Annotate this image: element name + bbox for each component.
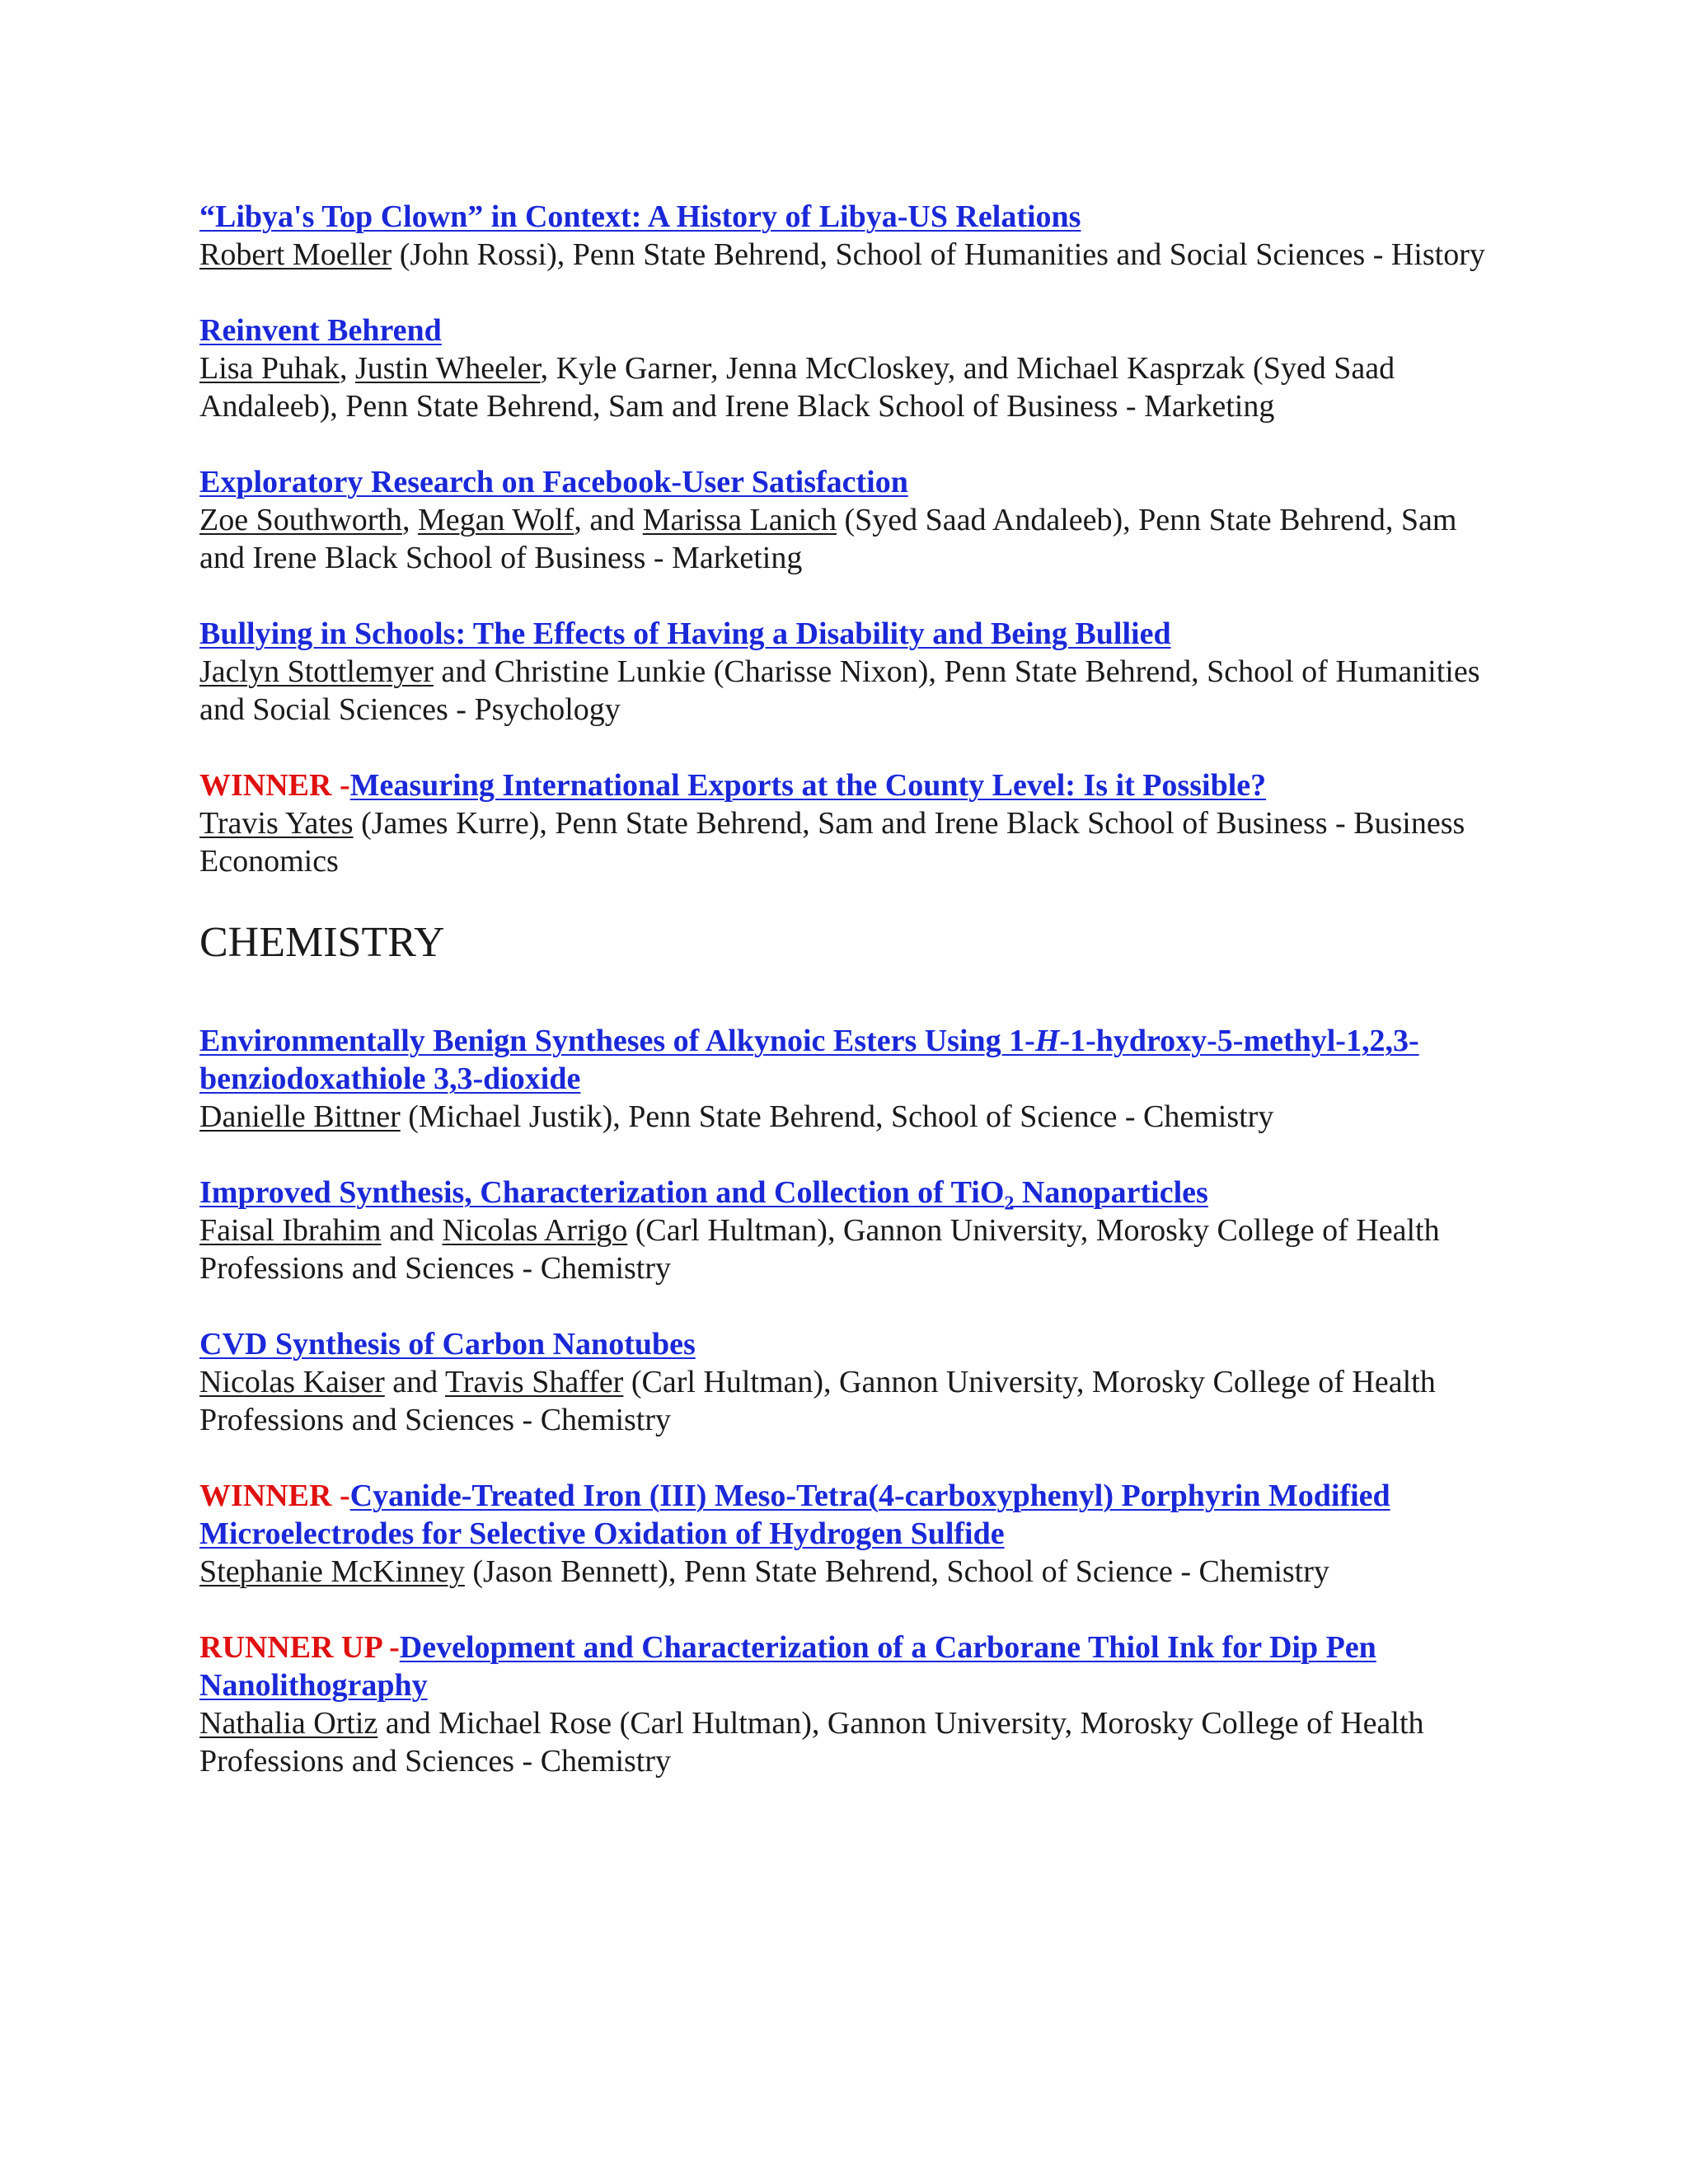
section-heading-chemistry: CHEMISTRY (199, 919, 445, 966)
entry-title (199, 1174, 1485, 1215)
entry-authors (199, 501, 1485, 577)
authors-rest: and Michael Rose (Carl Hultman), Gannon University, Morosky College of Health Professions and Sciences - Chemistry (199, 1706, 1424, 1779)
title-link[interactable]: Reinvent Behrend (199, 313, 442, 348)
entry-reinvent-behrend (199, 312, 1485, 425)
author-link[interactable]: Lisa Puhak (199, 351, 340, 386)
authors-rest: (Jason Bennett), Penn State Behrend, School of Science - Chemistry (464, 1554, 1329, 1589)
author-separator: , (339, 351, 355, 386)
title-link[interactable]: Development and Characterization of a Carborane Thiol Ink for Dip Pen Nanolithography (199, 1630, 1376, 1703)
entry-carbon-nanotubes (199, 1325, 1485, 1439)
title-link[interactable]: Bullying in Schools: The Effects of Having a Disability and Being Bullied (199, 616, 1171, 651)
authors-rest: (Carl Hultman), Gannon University, Morosky College of Health Professions and Sciences - Chemistry (199, 1213, 1440, 1286)
authors-rest: (Syed Saad Andaleeb), Penn State Behrend, Sam and Irene Black School of Business - Marketing (199, 503, 1457, 575)
title-part: -1-hydroxy-5-methyl-1,2,3-benziodoxathiole 3,3-dioxide (199, 1024, 1419, 1096)
author-separator: and (384, 1365, 445, 1399)
entry-title (199, 312, 1485, 349)
entry-title (199, 1325, 1485, 1363)
title-link[interactable]: Measuring International Exports at the County Level: Is it Possible? (349, 768, 1267, 803)
entry-title (199, 463, 1485, 501)
authors-rest: (Carl Hultman), Gannon University, Morosky College of Health Professions and Sciences - Chemistry (199, 1365, 1436, 1437)
title-link[interactable] (199, 1024, 1419, 1096)
author-separator: and (381, 1213, 443, 1248)
author-link[interactable]: Nicolas Arrigo (442, 1213, 628, 1248)
entry-porphyrin-microelectrodes (199, 1477, 1485, 1591)
author-link[interactable]: Justin Wheeler (354, 351, 541, 386)
winner-flag: WINNER - (199, 1479, 350, 1513)
authors-rest: (James Kurre), Penn State Behrend, Sam and Irene Black School of Business - Business Economics (199, 806, 1465, 879)
entry-authors (199, 349, 1485, 425)
author-link[interactable]: Nathalia Ortiz (199, 1706, 378, 1741)
entry-libya (199, 198, 1485, 274)
entry-authors (199, 1704, 1485, 1780)
entry-title (199, 198, 1485, 236)
entry-authors (199, 1212, 1485, 1287)
abstract-list (199, 198, 1485, 1818)
authors-rest: and Christine Lunkie (Charisse Nixon), Penn State Behrend, School of Humanities and Social Sciences - Psychology (199, 654, 1480, 727)
authors-rest: (Michael Justik), Penn State Behrend, School of Science - Chemistry (400, 1099, 1274, 1134)
author-link[interactable]: Travis Yates (199, 806, 354, 841)
authors-rest: , Kyle Garner, Jenna McCloskey, and Michael Kasprzak (Syed Saad Andaleeb), Penn State Behrend, Sam and Irene Black School of Business - Marketing (199, 351, 1395, 424)
title-link[interactable]: CVD Synthesis of Carbon Nanotubes (199, 1327, 696, 1361)
entry-authors (199, 653, 1485, 729)
entry-carborane-ink (199, 1629, 1485, 1780)
title-link[interactable]: “Libya's Top Clown” in Context: A History of Libya-US Relations (199, 199, 1081, 234)
author-link[interactable]: Jaclyn Stottlemyer (199, 654, 434, 689)
authors-rest: (John Rossi), Penn State Behrend, School of Humanities and Social Sciences - History (392, 237, 1485, 272)
title-part: Improved Synthesis, Characterization and Collection of TiO (199, 1175, 1005, 1210)
winner-flag: WINNER - (199, 768, 350, 803)
title-part: Nanoparticles (1014, 1175, 1208, 1210)
entry-title (199, 1629, 1485, 1704)
entry-bullying (199, 615, 1485, 729)
title-italic: H (1034, 1024, 1060, 1058)
entry-title (199, 615, 1485, 653)
author-link[interactable]: Zoe Southworth (199, 503, 402, 537)
entry-title (199, 1022, 1485, 1098)
title-link[interactable]: Exploratory Research on Facebook-User Satisfaction (199, 465, 908, 499)
author-link[interactable]: Faisal Ibrahim (199, 1213, 382, 1248)
author-link[interactable]: Nicolas Kaiser (199, 1365, 385, 1399)
author-separator: , (401, 503, 418, 537)
author-link[interactable]: Robert Moeller (199, 237, 392, 272)
author-separator: , and (574, 503, 643, 537)
entry-alkynoic-esters (199, 1022, 1485, 1136)
entry-international-exports (199, 766, 1485, 880)
title-subscript: 2 (1004, 1193, 1015, 1215)
author-link[interactable]: Marissa Lanich (642, 503, 837, 537)
entry-authors (199, 1363, 1485, 1439)
entry-authors (199, 236, 1485, 274)
entry-authors (199, 1553, 1485, 1591)
title-link[interactable] (199, 1175, 1208, 1215)
title-part: Environmentally Benign Syntheses of Alkynoic Esters Using 1- (199, 1024, 1035, 1058)
author-link[interactable]: Megan Wolf (417, 503, 574, 537)
author-link[interactable]: Stephanie McKinney (199, 1554, 465, 1589)
author-link[interactable]: Travis Shaffer (444, 1365, 624, 1399)
author-link[interactable]: Danielle Bittner (199, 1099, 401, 1134)
entry-facebook-satisfaction (199, 463, 1485, 577)
title-link[interactable]: Cyanide-Treated Iron (III) Meso-Tetra(4-carboxyphenyl) Porphyrin Modified Microelectrodes for Selective Oxidation of Hydrogen Sulfide (199, 1479, 1390, 1551)
entry-tio2-nanoparticles (199, 1174, 1485, 1287)
entry-authors (199, 804, 1485, 880)
entry-authors (199, 1098, 1485, 1136)
runner-up-flag: RUNNER UP - (199, 1630, 400, 1665)
entry-title (199, 1477, 1485, 1553)
entry-title (199, 766, 1485, 804)
